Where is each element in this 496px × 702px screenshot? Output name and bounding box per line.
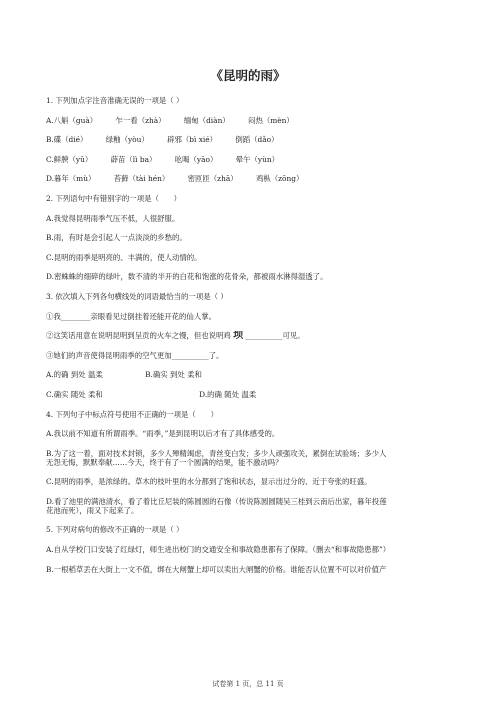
q1-d-1: D.暮年（mù）: [46, 174, 96, 184]
q3-s2-char: 坝: [233, 331, 244, 341]
q3-option-c: C.确实 随处 柔和: [46, 389, 103, 399]
document-title: 《昆明的雨》: [210, 68, 286, 83]
q1-a-4: 闷热（mèn）: [248, 115, 294, 125]
q2-option-a: A.我觉得昆明雨季气压不低，人很舒服。: [46, 213, 180, 223]
q5-option-b: B.一根稻草丢在大街上一文不值，绑在大闸蟹上却可以卖出大闸蟹的价格。谁能否认位置不可以对价值产: [46, 564, 387, 574]
q1-c-1: C.鲜腴（yǔ）: [46, 154, 93, 164]
q3-s2-text-a: ②这笑话用意在说明昆明到呈贡的火车之慢，但也说明鸡: [46, 331, 231, 341]
q1-c-4: 晕午（yùn）: [235, 154, 279, 164]
q4-option-d-line-2: 花池而死），雨又下起来了。: [46, 505, 139, 515]
q4-option-c: C.昆明的雨季，是浓绿的。草木的枝叶里的水分都到了饱和状态，显示出过分的、近于夸张的旺盛。: [46, 477, 372, 487]
q3-sentence-1: ①我________亲眼看见过倒挂着还能开花的仙人掌。: [46, 311, 216, 321]
q1-option-d: [46, 174, 448, 183]
q4-option-b-line-1: B.为了这一着，面对技术封锁，多少人殚精竭虑，青丝变白发；多少人顽强攻关，累倒在试验场；多少人: [46, 448, 387, 458]
q3-option-a: A.的确 到处 温柔: [46, 370, 103, 380]
q1-b-3: 辟邪（bì xié）: [167, 135, 218, 145]
q4-option-d-line-1: D.看了池里的满池清水，看了着比丘尼装的陈圆圆的石像（传说陈圆圆随吴三桂到云南后出家，暮年投莲: [46, 496, 387, 506]
q1-d-4: 鸡枞（zōng）: [255, 174, 304, 184]
q1-stem: 1. 下列加点字注音准确无误的一项是（ ）: [46, 96, 184, 105]
q1-a-2: 乍一看（zhà）: [115, 115, 166, 125]
q3-s2-text-b: __________可见。: [245, 331, 305, 341]
q1-b-1: B.碟（dié）: [46, 135, 88, 145]
document-body: [46, 96, 448, 584]
q3-sentence-3: ③她们的声音使得昆明雨季的空气更加__________了。: [46, 350, 224, 360]
q4-option-b-line-2: 无怨无悔，默默奉献……今天，终于有了一个圆满的结果，能不激动吗？: [46, 457, 283, 467]
q1-d-2: 苔藓（tài hén）: [113, 174, 170, 184]
q2-option-d: D.密蛛蛛的细碎的绿叶，数不清的半开的白花和饱涨的花骨朵，都被雨水淋得湿透了。: [46, 272, 328, 282]
q1-a-3: 缅甸（diàn）: [183, 115, 230, 125]
q1-c-2: 薜苗（lì ba）: [110, 154, 157, 164]
q4-option-a: A.我以前不知道有所谓雨季。“雨季，”是到昆明以后才有了具体感受的。: [46, 429, 280, 439]
q5-option-a: A.自从学校门口安装了红绿灯，师生进出校门的交通安全和事故隐患都有了保障。（删去“和事故隐患都”）: [46, 545, 391, 555]
q3-sentence-2: [46, 331, 448, 340]
q4-option-b: [46, 449, 448, 467]
q2-option-c: C.昆明的雨季是明亮的、丰满的，使人动情的。: [46, 252, 202, 262]
q3-stem: 3. 依次填入下列各句横线处的词语最恰当的一项是（ ）: [46, 291, 228, 301]
q3-option-b: B.确实 到处 柔和: [145, 370, 202, 380]
q1-c-3: 吆喝（yāo）: [174, 154, 218, 164]
q2-option-b: B.雨，有时是会引起人一点淡淡的乡愁的。: [46, 233, 187, 243]
q1-option-c: [46, 155, 448, 164]
q1-d-3: 密匝匝（zhā）: [187, 174, 238, 184]
q4-option-d: [46, 497, 448, 515]
q3-options-ab: [46, 370, 448, 379]
q1-option-b: [46, 135, 448, 144]
q2-stem: 2. 下列语句中有错别字的一项是（ ）: [46, 193, 182, 203]
q5-stem: 5. 下列对病句的修改不正确的一项是（ ）: [46, 525, 184, 535]
q1-option-a: [46, 116, 448, 125]
q3-option-d: D.的确 随处 温柔: [199, 389, 257, 399]
q3-options-cd: [46, 390, 448, 399]
q4-stem: 4. 下列句子中标点符号使用不正确的一项是（ ）: [46, 409, 218, 419]
q1-b-4: 倒蹈（dǎo）: [235, 135, 279, 145]
q1-a-1: A.八斛（guà）: [46, 115, 98, 125]
page-footer: 试卷第 1 页，总 11 页: [212, 680, 284, 688]
q1-b-2: 绿釉（yòu）: [105, 135, 149, 145]
